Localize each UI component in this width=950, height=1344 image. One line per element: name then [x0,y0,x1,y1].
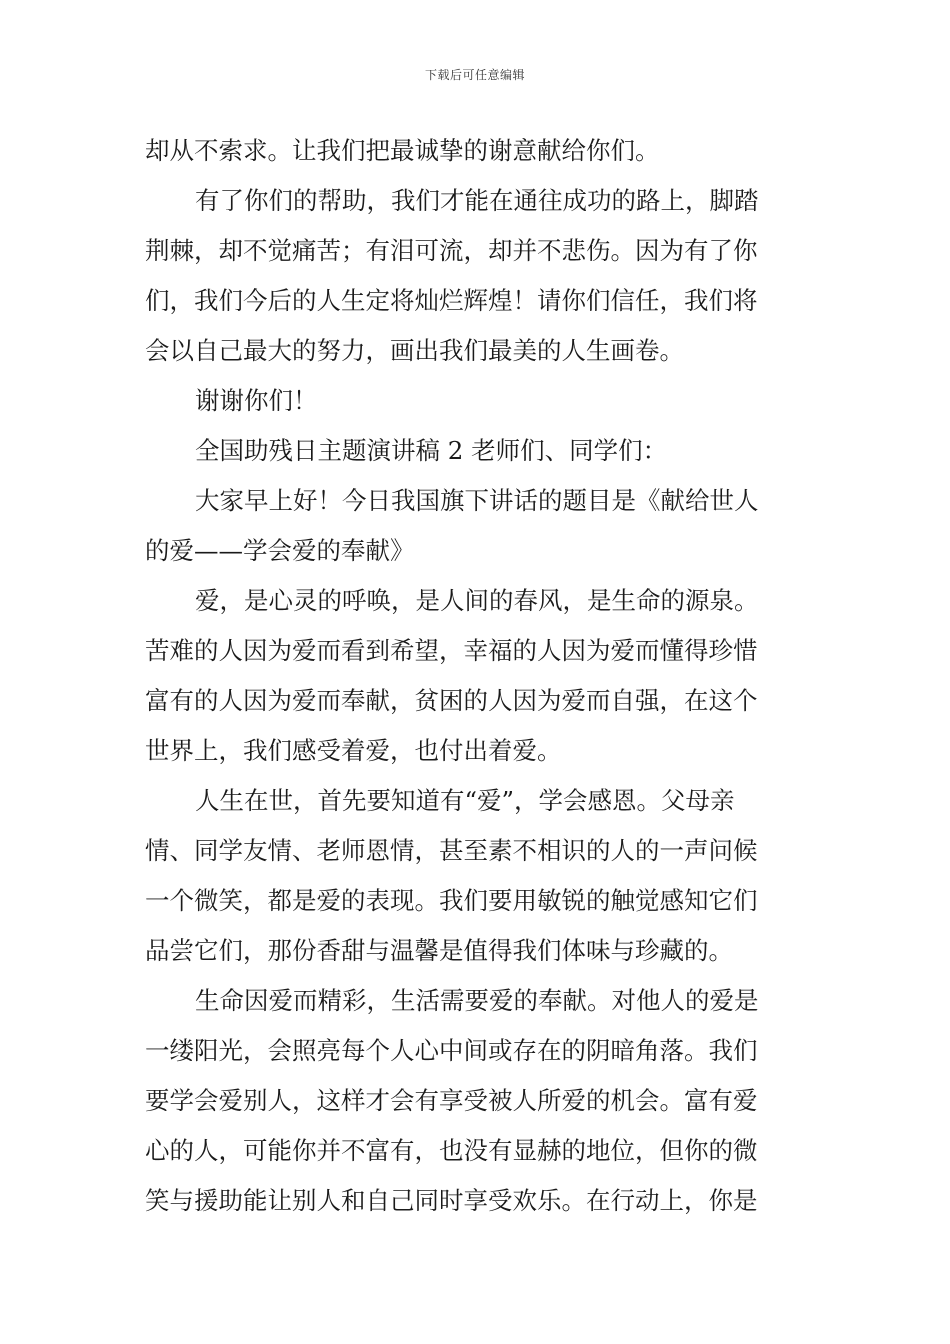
text-line: 全国助残日主题演讲稿 2 老师们、同学们： [195,436,668,465]
text-line: 一个微笑，都是爱的表现。我们要用敏锐的触觉感知它们 [145,886,758,915]
text-line: 们，我们今后的人生定将灿烂辉煌！请你们信任，我们将 [145,286,758,315]
text-line: 富有的人因为爱而奉献，贫困的人因为爱而自强，在这个 [145,686,758,715]
text-line: 谢谢你们！ [195,386,318,415]
text-line: 爱，是心灵的呼唤，是人间的春风，是生命的源泉。 [195,586,759,615]
text-line: 的爱——学会爱的奉献》 [145,536,415,565]
text-line: 品尝它们，那份香甜与温馨是值得我们体味与珍藏的。 [145,936,733,965]
text-line: 会以自己最大的努力，画出我们最美的人生画卷。 [145,336,684,365]
text-line: 有了你们的帮助，我们才能在通往成功的路上，脚踏 [195,186,759,215]
text-line: 苦难的人因为爱而看到希望，幸福的人因为爱而懂得珍惜 [145,636,758,665]
text-line: 生命因爱而精彩，生活需要爱的奉献。对他人的爱是 [195,986,759,1015]
text-line: 笑与援助能让别人和自己同时享受欢乐。在行动上，你是 [145,1186,758,1215]
text-line: 荆棘，却不觉痛苦；有泪可流，却并不悲伤。因为有了你 [145,236,758,265]
document-body [145,126,810,1226]
text-line: 大家早上好！今日我国旗下讲话的题目是《献给世人 [195,486,759,515]
text-line: 一缕阳光，会照亮每个人心中间或存在的阴暗角落。我们 [145,1036,758,1065]
page-header: 下载后可任意编辑 [424,68,525,82]
text-line: 人生在世，首先要知道有“爱”，学会感恩。父母亲 [195,786,735,815]
text-line: 情、同学友情、老师恩情，甚至素不相识的人的一声问候 [145,836,758,865]
text-line: 世界上，我们感受着爱，也付出着爱。 [145,736,562,765]
text-line: 却从不索求。让我们把最诚挚的谢意献给你们。 [145,136,660,165]
text-line: 要学会爱别人，这样才会有享受被人所爱的机会。富有爱 [145,1086,758,1115]
text-line: 心的人，可能你并不富有，也没有显赫的地位，但你的微 [145,1136,758,1165]
